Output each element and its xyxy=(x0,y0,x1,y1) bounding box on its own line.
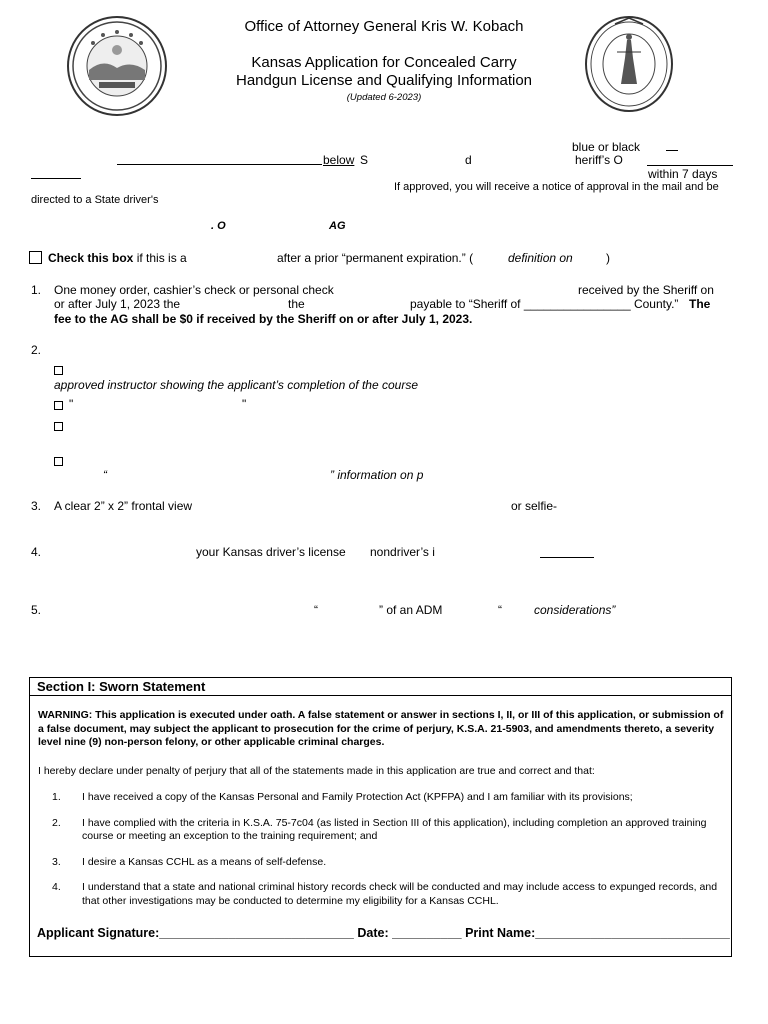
intro-within-7-days: within 7 days xyxy=(648,167,718,181)
item-2-quote-1: " xyxy=(69,397,74,411)
updated-date: (Updated 6-2023) xyxy=(346,92,422,103)
renewal-after-text: after a prior “permanent expiration.” ( xyxy=(277,251,474,265)
intro-ag: AG xyxy=(329,220,346,232)
item-2-checkbox-1[interactable] xyxy=(54,364,63,378)
list-item xyxy=(52,791,722,805)
intro-left-line[interactable] xyxy=(31,166,81,179)
item-1-text-g: fee to the AG shall be $0 if received by the Sheriff on or after July 1, 2023. xyxy=(54,312,473,326)
definition-close: ) xyxy=(606,251,610,265)
item-3-text-a: A clear 2” x 2” frontal view xyxy=(54,499,193,513)
list-item-text: I have received a copy of the Kansas Personal and Family Protection Act (KPFPA) and I am familiar with its provisions; xyxy=(82,791,633,803)
item-5-text-b: ” of an ADM xyxy=(379,603,443,617)
list-item-text: I desire a Kansas CCHL as a means of self-defense. xyxy=(82,855,327,868)
item-1-text-c: or after July 1, 2023 the xyxy=(54,297,181,311)
item-4-line[interactable] xyxy=(540,545,594,558)
section-1-heading: Section I: Sworn Statement xyxy=(30,678,731,696)
item-2-checkbox-3[interactable] xyxy=(54,420,63,434)
item-2-info-text: ” information on p xyxy=(330,468,424,482)
declaration-text: I hereby declare under penalty of perjury that all of the statements made in this application are true and correct and that: xyxy=(38,765,595,777)
definition-on-text: definition on xyxy=(508,251,573,265)
declaration-list xyxy=(52,791,722,920)
intro-d: d xyxy=(465,153,472,167)
intro-right-line[interactable] xyxy=(647,153,733,166)
sworn-statement-section xyxy=(29,677,732,957)
item-4-number: 4. xyxy=(31,545,42,559)
intro-blue-or-black: blue or black xyxy=(572,140,641,154)
intro-below: below xyxy=(323,153,355,167)
intro-if-approved: If approved, you will receive a notice of approval in the mail and be xyxy=(394,181,719,193)
item-2-text-a: approved instructor showing the applicant’s completion of the course xyxy=(54,378,418,392)
kansas-state-seal xyxy=(67,16,167,116)
item-5-text-d: considerations” xyxy=(534,603,616,617)
item-4-text-b: nondriver’s i xyxy=(370,545,435,559)
item-1-text-e: payable to “Sheriff of ________________ County.” xyxy=(410,297,679,311)
renewal-checkbox[interactable] xyxy=(29,251,42,267)
item-1-text-a: One money order, cashier’s check or personal check xyxy=(54,283,334,297)
list-item-text: I have complied with the criteria in K.S.A. 75-7c04 (as listed in Section III of this application), including completion an approved training course or meeting an exception to the training requirement; and xyxy=(82,816,707,842)
item-4-text-a: your Kansas driver’s license xyxy=(196,545,346,559)
signature-line[interactable]: Applicant Signature:____________________________ Date: __________ Print Name:____________________________ xyxy=(37,926,730,940)
attorney-general-seal xyxy=(585,16,673,112)
item-5-number: 5. xyxy=(31,603,42,617)
item-3-text-b: or selfie- xyxy=(511,499,558,513)
perjury-warning: WARNING: This application is executed under oath. A false statement or answer in sections I, II, or III of this application, or submission of a false document, may subject the applicant to prosecution for the crime of perjury, K.S.A. 21-5903, and amendments thereto, a severity level nine (9) non-person felony, or other applicable criminal charges. xyxy=(38,709,724,748)
item-2-checkbox-2[interactable] xyxy=(54,399,63,413)
list-item-text: I understand that a state and national criminal history records check will be conducted and may include access to expunged records, and that other investigations may be conducted to determine my eligibility for a Kansas CCHL. xyxy=(82,881,718,907)
item-3-number: 3. xyxy=(31,499,42,513)
intro-o: . O xyxy=(211,220,226,232)
item-1-text-f: The xyxy=(689,297,711,311)
intro-short-line[interactable] xyxy=(666,140,678,151)
intro-sheriffs-office: heriff’s O xyxy=(575,153,623,167)
item-2-quote-2: " xyxy=(242,397,247,411)
intro-s: S xyxy=(360,153,369,167)
item-5-quote-a: “ xyxy=(314,603,318,617)
list-item-number: 4. xyxy=(52,881,61,893)
list-item xyxy=(52,881,722,908)
renewal-checkbox-label: Check this box if this is a xyxy=(48,251,187,265)
list-item-number: 1. xyxy=(52,791,61,803)
item-5-quote-c: “ xyxy=(498,603,502,617)
form-title-line1: Kansas Application for Concealed Carry xyxy=(251,54,517,71)
list-item-number: 3. xyxy=(52,855,61,868)
list-item xyxy=(52,817,722,844)
item-2-number: 2. xyxy=(31,343,42,357)
item-1-text-d: the xyxy=(288,297,305,311)
item-1-number: 1. xyxy=(31,283,42,297)
intro-directed: directed to a State driver's xyxy=(31,194,159,206)
list-item xyxy=(52,856,722,870)
form-title-line2: Handgun License and Qualifying Information xyxy=(235,72,533,89)
intro-long-line[interactable] xyxy=(117,152,322,165)
office-title: Office of Attorney General Kris W. Kobach xyxy=(244,18,524,35)
list-item-number: 2. xyxy=(52,816,61,829)
item-2-checkbox-4[interactable] xyxy=(54,455,63,469)
item-2-quote-3: “ xyxy=(103,468,107,482)
item-1-text-b: received by the Sheriff on xyxy=(578,283,714,297)
